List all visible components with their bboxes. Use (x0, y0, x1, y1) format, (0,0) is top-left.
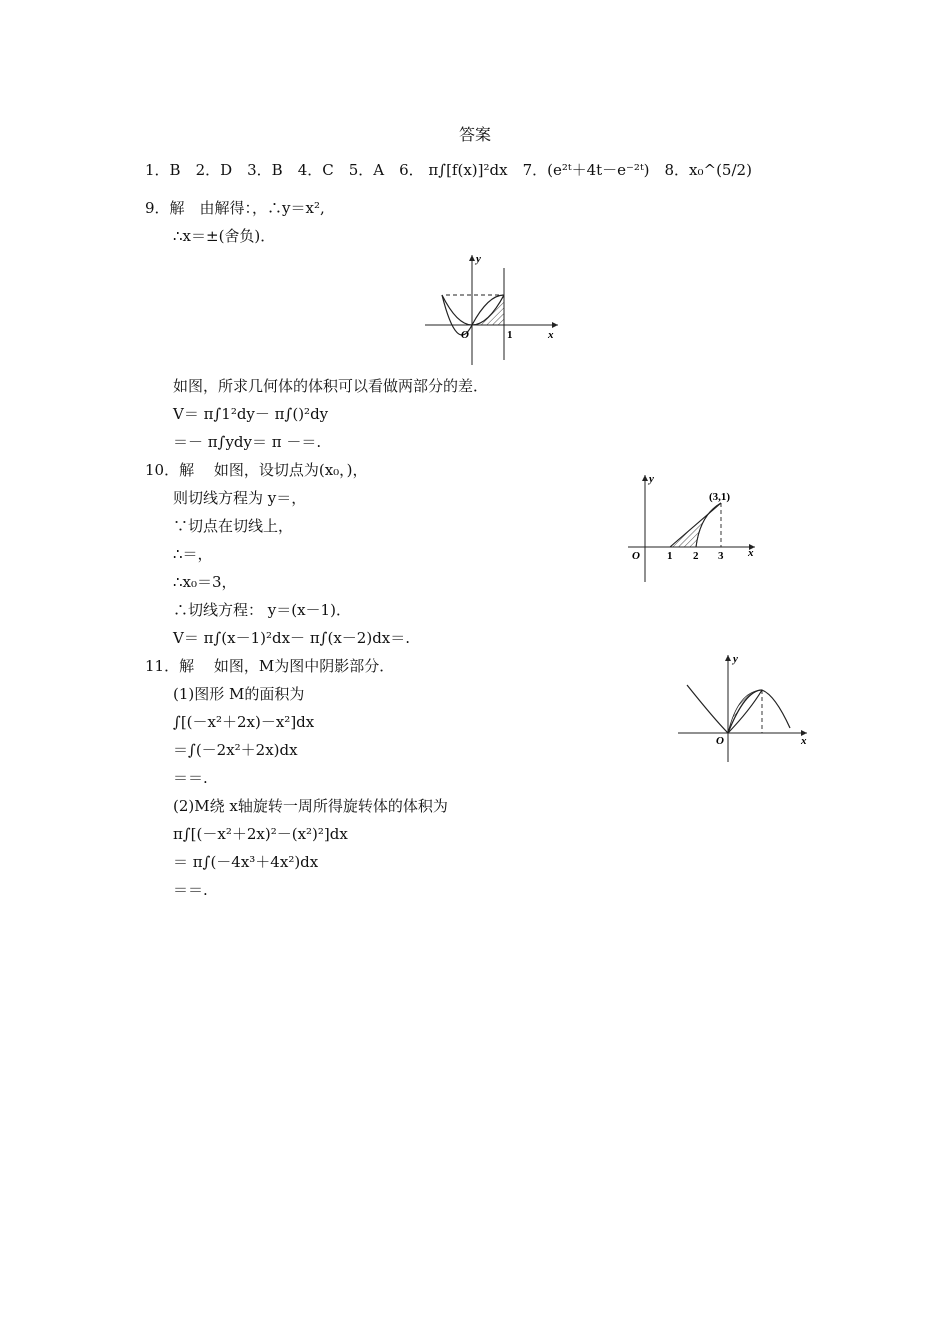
q10-line-1: 10．解 如图，设切点为(x₀，)， (145, 461, 368, 479)
fig9-origin-label: O (461, 329, 469, 341)
q9-line-1: 9．解 由解得：，∴y＝x², (145, 199, 325, 217)
q10-line-4: ∴＝， (173, 545, 213, 563)
fig10-y-label: y (649, 473, 654, 485)
fig11-y-label: y (733, 653, 738, 665)
q11-line-7: π∫[(－x²＋2x)²－(x²)²]dx (173, 825, 348, 843)
q11-line-8: ＝ π∫(－4x³＋4x²)dx (173, 853, 319, 871)
answers-row: 1．B 2．D 3．B 4．C 5．A 6． π∫[f(x)]²dx 7．(e²ᵗ＋4t－e⁻²ᵗ) 8．x₀^(5/2) (145, 161, 752, 179)
q10-line-6: ∴切线方程： y＝(x－1)． (173, 601, 351, 619)
q9-line-3: 如图，所求几何体的体积可以看做两部分的差． (173, 377, 489, 395)
fig11-x-label: x (801, 735, 807, 747)
q11-line-2: (1)图形 M的面积为 (173, 685, 305, 703)
fig10-tick-2: 2 (693, 550, 699, 562)
q11-line-9: ＝＝. (173, 881, 208, 899)
fig10-x-label: x (748, 547, 754, 559)
fig11-origin-label: O (716, 735, 724, 747)
fig10-origin-label: O (632, 550, 640, 562)
page-title: 答案 (458, 125, 491, 144)
q10-line-2: 则切线方程为 y＝， (173, 489, 307, 507)
q11-line-6: (2)M绕 x轴旋转一周所得旋转体的体积为 (173, 797, 448, 815)
fig9-tick-1: 1 (507, 329, 513, 341)
q9-line-5: ＝－ π∫ydy＝ π －＝. (173, 433, 322, 451)
figure-9-graph (420, 250, 570, 370)
q11-line-5: ＝＝. (173, 769, 208, 787)
fig10-point-label: (3,1) (709, 491, 731, 503)
q10-line-5: ∴x₀＝3， (173, 573, 237, 591)
fig9-x-label: x (548, 329, 554, 341)
figure-10-graph (625, 470, 765, 585)
q10-line-7: V＝ π∫(x－1)²dx－ π∫(x－2)dx＝. (173, 629, 411, 647)
figure-11-graph (675, 650, 815, 765)
q11-line-3: ∫[(－x²＋2x)－x²]dx (173, 713, 315, 731)
q9-line-4: V＝ π∫1²dy－ π∫()²dy (173, 405, 329, 423)
fig9-y-label: y (476, 253, 481, 265)
fig10-tick-3: 3 (718, 550, 724, 562)
q11-line-4: ＝∫(－2x²＋2x)dx (173, 741, 298, 759)
q10-line-3: ∵切点在切线上， (173, 517, 294, 535)
fig10-tick-1: 1 (667, 550, 673, 562)
q11-line-1: 11．解 如图，M为图中阴影部分． (145, 657, 395, 675)
q9-line-2: ∴x＝±(舍负)． (173, 227, 276, 245)
